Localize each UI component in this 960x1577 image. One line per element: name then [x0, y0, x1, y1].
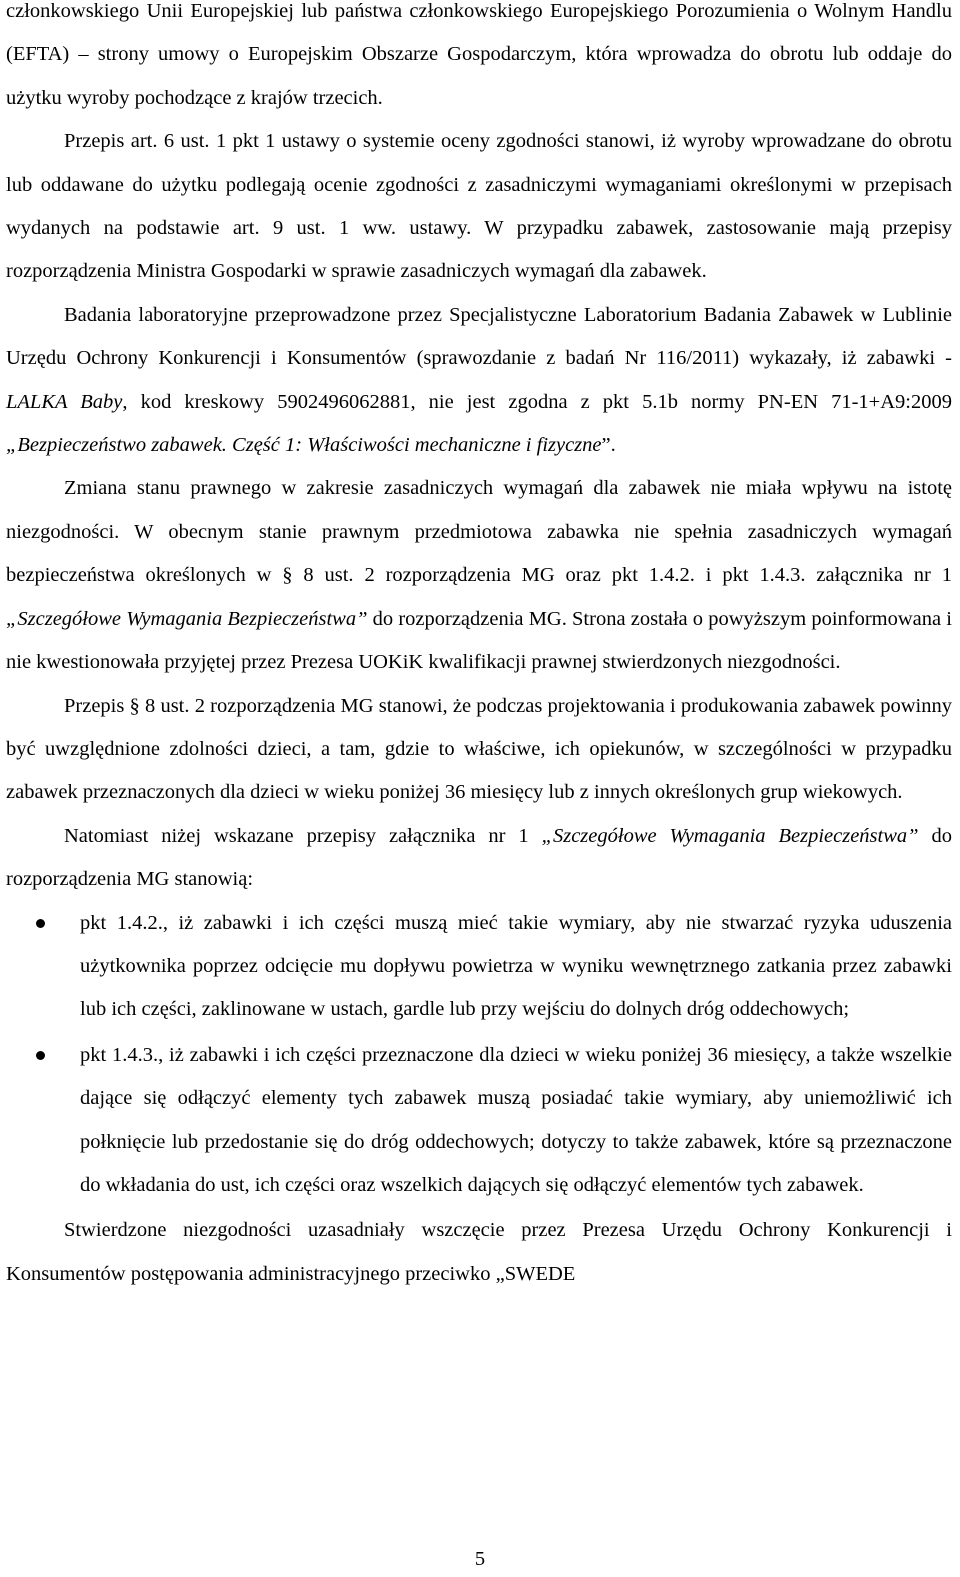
annex-title: „Szczegółowe Wymagania Bezpieczeństwa” — [6, 607, 368, 630]
bullet-icon — [36, 1051, 45, 1060]
lab-results-text-c: ”. — [601, 434, 616, 457]
page-number: 5 — [474, 1548, 486, 1570]
annex-provisions-text-a: Natomiast niżej wskazane przepisy załącznika nr 1 — [64, 824, 542, 847]
bullet-icon — [36, 919, 45, 928]
lab-results-text-b: , kod kreskowy 5902496062881, nie jest zgodna z pkt 5.1b normy PN-EN 71-1+A9:2009 — [122, 390, 952, 413]
product-name: LALKA Baby — [6, 390, 123, 413]
paragraph-lab-results — [6, 294, 952, 468]
annex-title: „Szczegółowe Wymagania Bezpieczeństwa” — [541, 824, 919, 847]
paragraph-proceedings: Stwierdzone niezgodności uzasadniały wszczęcie przez Prezesa Urzędu Ochrony Konkurencji i Konsumentów postępowania administracyjnego przeciwko „SWEDE — [6, 1219, 952, 1285]
paragraph-legal-change — [6, 467, 952, 684]
paragraph-design-requirements: Przepis § 8 ust. 2 rozporządzenia MG stanowi, że podczas projektowania i produkowania zabawek powinny być uwzględnione zdolności dzieci, a tam, gdzie to właściwe, ich opiekunów, w szczególności w przypadku zabawek przeznaczonych dla dzieci w wieku poniżej 36 miesięcy lub z innych określonych grup wiekowych. — [6, 694, 952, 804]
legal-change-text-a: Zmiana stanu prawnego w zakresie zasadniczych wymagań dla zabawek nie miała wpływu na istotę niezgodności. W obecnym stanie prawnym przedmiotowa zabawka nie spełnia zasadniczych wymagań bezpieczeństwa określonych w § 8 ust. 2 rozporządzenia MG oraz pkt 1.4.2. i pkt 1.4.3. załącznika nr 1 — [6, 477, 952, 587]
legal-change-text-b: do rozporządzenia MG. Strona została o powyższym poinformowana i nie kwestionowała przyjętej przez Prezesa UOKiK kwalifikacji prawnej stwierdzonych niezgodności. — [6, 607, 952, 674]
norm-title: „Bezpieczeństwo zabawek. Część 1: Właściwości mechaniczne i fizyczne — [6, 434, 602, 457]
lab-results-text-a: Badania laboratoryjne przeprowadzone przez Specjalistyczne Laboratorium Badania Zabawek w Lublinie Urzędu Ochrony Konkurencji i Konsumentów (sprawozdanie z badań Nr 116/2011) wykazały, iż zabawki - — [6, 303, 952, 370]
list-item-text: pkt 1.4.2., iż zabawki i ich części muszą mieć takie wymiary, aby nie stwarzać ryzyka uduszenia użytkownika poprzez odcięcie mu dopływu powietrza w wyniku wewnętrznego zatkania przez zabawki lub ich części, zaklinowane w ustach, gardle lub przy wejściu do dolnych dróg oddechowych; — [80, 911, 952, 1021]
annex-provisions-text-b: do rozporządzenia MG stanowią: — [6, 824, 952, 891]
paragraph-eu-definition: członkowskiego Unii Europejskiej lub państwa członkowskiego Europejskiego Porozumienia o Wolnym Handlu (EFTA) – strony umowy o Europejskim Obszarze Gospodarczym, która wprowadza do obrotu lub oddaje do użytku wyroby pochodzące z krajów trzecich. — [6, 0, 952, 109]
list-item — [6, 1034, 952, 1208]
document-page — [6, 0, 952, 1296]
paragraph-annex-provisions — [6, 815, 952, 902]
list-item — [6, 902, 952, 1032]
list-item-text: pkt 1.4.3., iż zabawki i ich części przeznaczone dla dzieci w wieku poniżej 36 miesięcy, a także wszelkie dające się odłączyć elementy tych zabawek muszą posiadać takie wymiary, aby uniemożliwić ich połknięcie lub przedostanie się do dróg oddechowych; dotyczy to także zabawek, które są przeznaczone do wkładania do ust, ich części oraz wszelkich dających się odłączyć elementów tych zabawek. — [80, 1043, 952, 1196]
paragraph-conformity-assessment: Przepis art. 6 ust. 1 pkt 1 ustawy o systemie oceny zgodności stanowi, iż wyroby wprowadzane do obrotu lub oddawane do użytku podlegają ocenie zgodności z zasadniczymi wymaganiami określonymi w przepisach wydanych na podstawie art. 9 ust. 1 ww. ustawy. W przypadku zabawek, zastosowanie mają przepisy rozporządzenia Ministra Gospodarki w sprawie zasadniczych wymagań dla zabawek. — [6, 130, 952, 283]
requirements-list — [6, 902, 952, 1208]
